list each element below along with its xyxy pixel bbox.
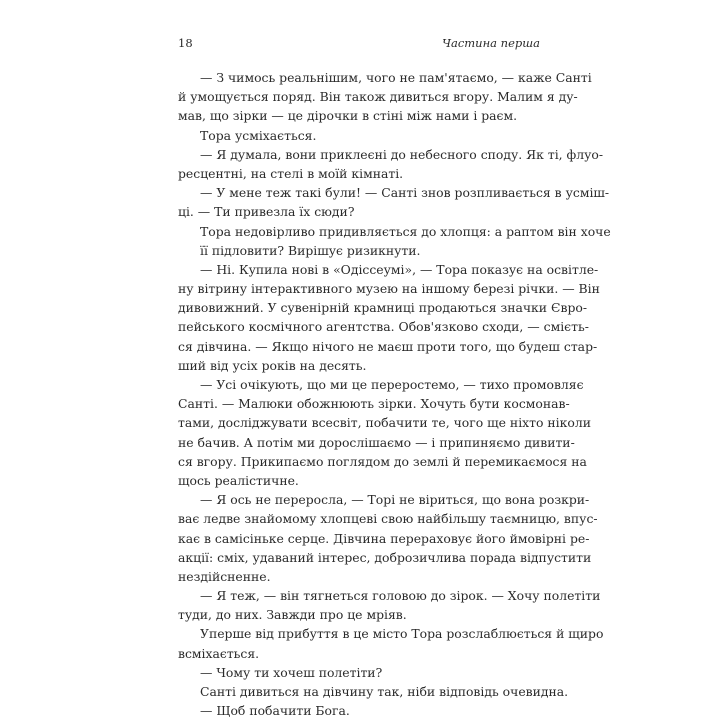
text-line: й умощується поряд. Він також дивиться вгору. Малим я ду- [178, 89, 578, 105]
text-line: ці. — Ти привезла їх сюди? [178, 204, 355, 220]
text-line: ває ледве знайомому хлопцеві свою найбільшу таємницю, впус- [178, 511, 598, 527]
text-line: Санті. — Малюки обожнюють зірки. Хочуть бути космонав- [178, 396, 570, 412]
page-number: 18 [178, 36, 193, 50]
text-line: дивовижний. У сувенірній крамниці продаються значки Євро- [178, 300, 588, 316]
section-title: Частина перша [442, 36, 540, 50]
text-line: — Ні. Купила нові в «Одіссеумі», — Тора показує на освітле- [200, 261, 599, 277]
text-line: не бачив. А потім ми дорослішаємо — і припиняємо дивити- [178, 434, 575, 450]
text-line: ся вгору. Прикипаємо поглядом до землі й перемикаємося на [178, 453, 587, 469]
text-line: Тора недовірливо придивляється до хлопця: а раптом він хоче [200, 223, 611, 239]
text-line: — З чимось реальнішим, чого не пам'ятаємо, — каже Санті [200, 70, 592, 85]
text-line: щось реалістичне. [178, 472, 299, 488]
text-line: Санті дивиться на дівчину так, ніби відповідь очевидна. [200, 684, 569, 699]
text-line: ресцентні, на стелі в моїй кімнаті. [178, 165, 404, 181]
text-line: — У мене теж такі були! — Санті знов розпливається в усміш- [200, 185, 610, 201]
text-line: — Усі очікують, що ми це переростемо, — тихо промовляє [200, 377, 584, 392]
text-line: — Я теж, — він тягнеться головою до зірок. — Хочу полетіти [200, 588, 601, 604]
text-line: — Щоб побачити Бога. [200, 703, 350, 719]
text-line: Тора усміхається. [200, 127, 317, 143]
text-line: пейського космічного агентства. Обов'язково сходи, — смієть- [178, 319, 589, 335]
text-line: — Чому ти хочеш полетіти? [200, 664, 383, 680]
body-text [178, 68, 611, 720]
text-line: Уперше від прибуття в це місто Тора розслаблюється й щиро [200, 626, 604, 642]
text-line: кає в самісіньке серце. Дівчина перераховує його ймовірні ре- [178, 530, 590, 546]
text-line: ший від усіх років на десять. [178, 357, 367, 373]
text-line: ся дівчина. — Якщо нічого не маєш проти того, що будеш стар- [178, 338, 598, 354]
text-line: — Я ось не переросла, — Торі не віриться, що вона розкри- [200, 492, 590, 508]
text-line: туди, до них. Завжди про це мріяв. [178, 607, 407, 623]
running-head [178, 36, 540, 52]
text-line: тами, досліджувати всесвіт, побачити те, чого ще ніхто ніколи [178, 415, 591, 431]
text-line: нездійсненне. [178, 568, 271, 584]
text-line: акції: сміх, удаваний інтерес, доброзичлива порада відпустити [178, 549, 592, 565]
text-line: ну вітрину інтерактивного музею на іншому березі річки. — Він [178, 281, 600, 297]
text-line: мав, що зірки — це дірочки в стіні між нами і раєм. [178, 108, 518, 124]
text-line: всміхається. [178, 645, 260, 661]
text-line: — Я думала, вони приклеєні до небесного споду. Як ті, флуо- [200, 146, 604, 162]
text-line: її підловити? Вирішує ризикнути. [200, 242, 421, 258]
